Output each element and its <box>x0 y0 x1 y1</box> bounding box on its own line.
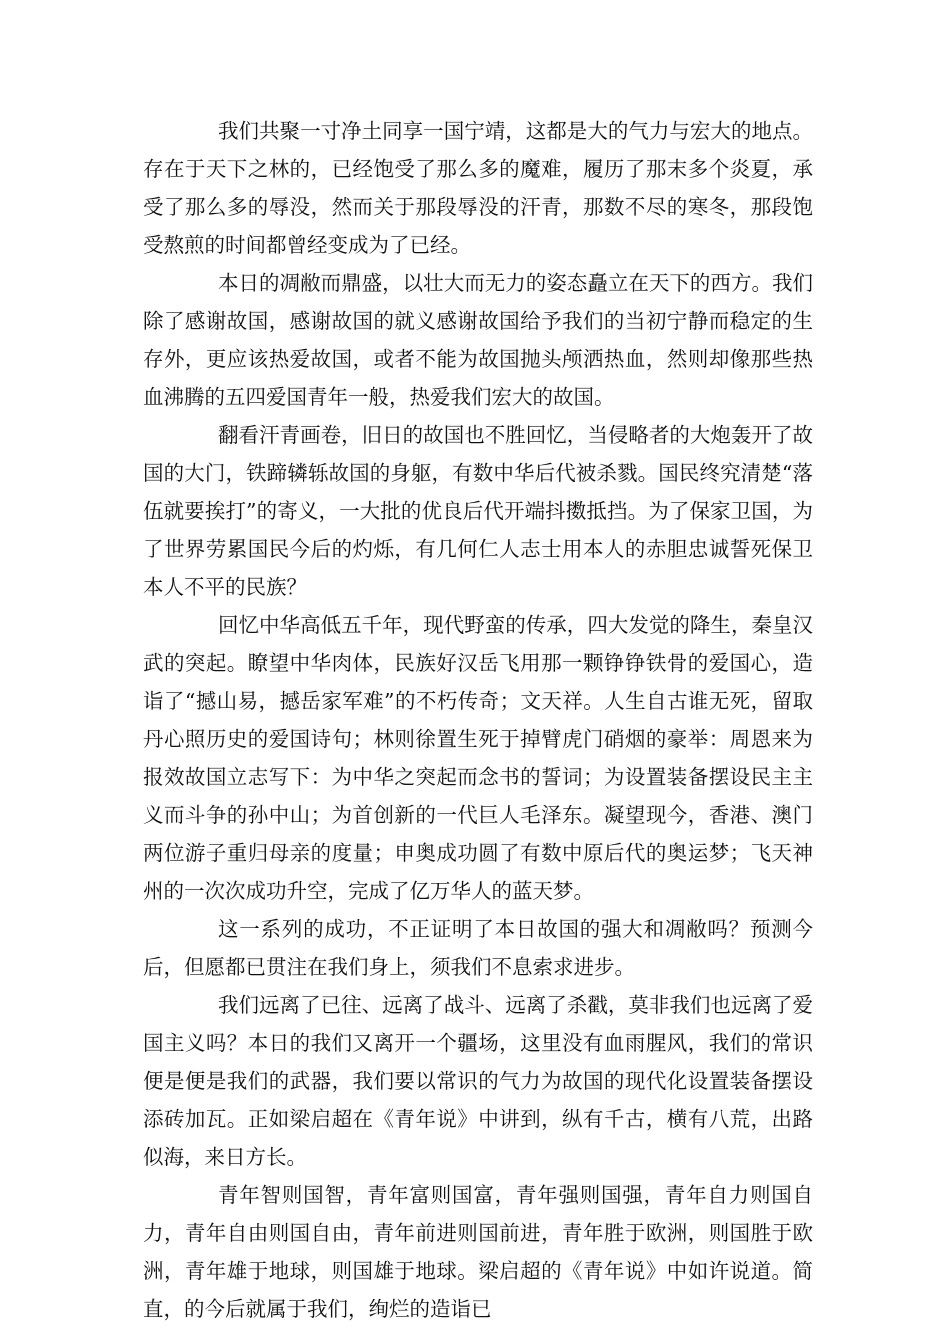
paragraph-4: 回忆中华高低五千年，现代野蛮的传承，四大发觉的降生，秦皇汉武的突起。瞭望中华肉体，民族好汉岳飞用那一颗铮铮铁骨的爱国心，造诣了“撼山易，撼岳家军难”的不朽传奇；文天祥。人生自古谁无死，留取丹心照历史的爱国诗句；林则徐置生死于掉臂虎门硝烟的豪举：周恩来为报效故国立志写下：为中华之突起而念书的誓词；为设置装备摆设民主主义而斗争的孙中山；为首创新的一代巨人毛泽东。凝望现今，香港、澳门两位游子重归母亲的度量；申奥成功圆了有数中原后代的奥运梦；飞天神州的一次次成功升空，完成了亿万华人的蓝天梦。 <box>143 613 813 903</box>
paragraph-3: 翻看汗青画卷，旧日的故国也不胜回忆，当侵略者的大炮轰开了故国的大门，铁蹄辚轹故国的身躯，有数中华后代被杀戮。国民终究清楚“落伍就要挨打”的寄义，一大批的优良后代开端抖擞抵挡。为了保家卫国，为了世界劳累国民今后的灼烁，有几何仁人志士用本人的赤胆忠诚誓死保卫本人不平的民族？ <box>143 423 813 599</box>
paragraph-7: 青年智则国智，青年富则国富，青年强则国强，青年自力则国自力，青年自由则国自由，青年前进则国前进，青年胜于欧洲，则国胜于欧洲，青年雄于地球，则国雄于地球。梁启超的《青年说》中如许说道。简直，的今后就属于我们，绚烂的造诣已 <box>143 1183 813 1321</box>
paragraph-6: 我们远离了已往、远离了战斗、远离了杀戳，莫非我们也远离了爱国主义吗？本日的我们又离开一个疆场，这里没有血雨腥风，我们的常识便是便是我们的武器，我们要以常识的气力为故国的现代化设置装备摆设添砖加瓦。正如梁启超在《青年说》中讲到，纵有千古，横有八荒，出路似海，来日方长。 <box>143 993 813 1169</box>
paragraph-2: 本日的凋敝而鼎盛，以壮大而无力的姿态矗立在天下的西方。我们除了感谢故国，感谢故国的就义感谢故国给予我们的当初宁静而稳定的生存外，更应该热爱故国，或者不能为故国抛头颅洒热血，然则却像那些热血沸腾的五四爱国青年一般，热爱我们宏大的故国。 <box>143 271 813 409</box>
paragraph-1: 我们共聚一寸净土同享一国宁靖，这都是大的气力与宏大的地点。存在于天下之林的，已经饱受了那么多的魔难，履历了那末多个炎夏，承受了那么多的辱没，然而关于那段辱没的汗青，那数不尽的寒冬，那段饱受熬煎的时间都曾经变成为了已经。 <box>143 119 813 257</box>
paragraph-5: 这一系列的成功，不正证明了本日故国的强大和凋敝吗？预测今后，但愿都已贯注在我们身上，须我们不息索求进步。 <box>143 917 813 979</box>
document-body <box>143 112 813 1328</box>
